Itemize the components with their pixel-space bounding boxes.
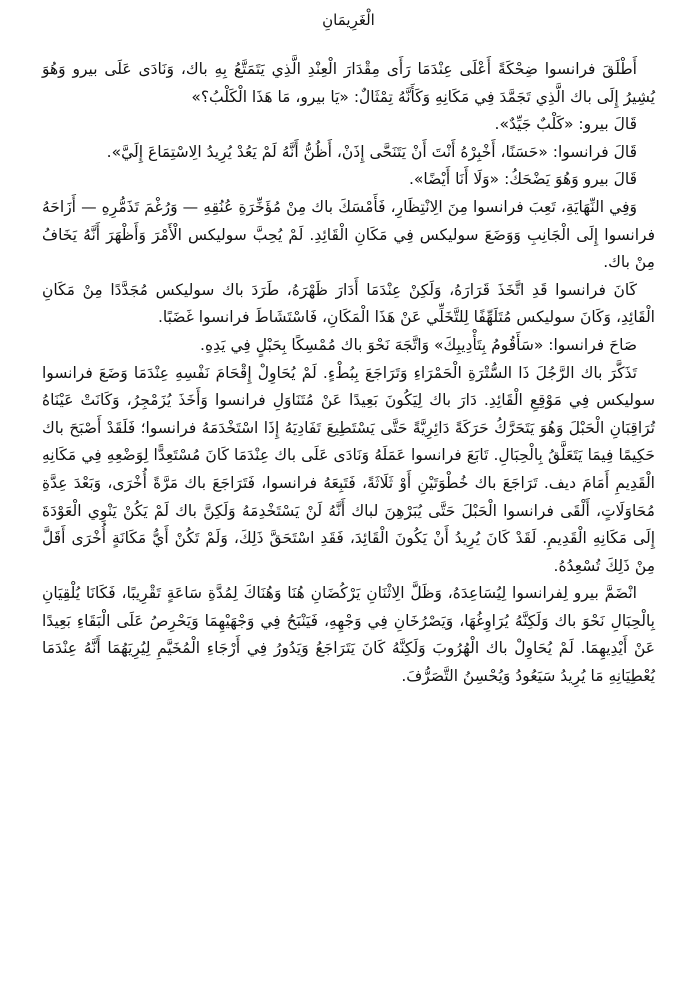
paragraph: كَانَ فرانسوا قَدِ اتَّخَذَ قَرَارَهُ، وَلَكِنْ عِنْدَمَا أَدَارَ ظَهْرَهُ، طَرَدَ باك سوليكس مُجَدَّدًا مِنْ مَكَانِ الْقَائِدِ، وَكَانَ سوليكس مُتَلَهِّفًا لِلتَّخَلِّي عَنْ هَذَا الْمَكَانِ، فَاسْتَشَاطَ فرانسوا غَضَبًا. [42,280,655,327]
paragraph: وَفِي النِّهَايَةِ، تَعِبَ فرانسوا مِنَ الِانْتِظَارِ، فَأَمْسَكَ باك مِنْ مُؤَخِّرَةِ عُنُقِهِ — وَرُغْمَ تَذَمُّرِهِ — أَزَاحَهُ فرانسوا إِلَى الْجَانِبِ وَوَضَعَ سوليكس فِي مَكَانِ الْقَائِدِ. لَمْ يُحِبَّ سوليكس الْأَمْرَ وَأَظْهَرَ أَنَّهُ يَخَافُ مِنْ باك. [42,197,655,272]
paragraph: قَالَ بيرو وَهُوَ يَضْحَكُ: «وَلَا أَنَا أَيْضًا». [408,170,637,189]
paragraph: صَاحَ فرانسوا: «سَأَقُومُ بِتَأْدِيبِكَ» وَاتَّجَهَ نَحْوَ باك مُمْسِكًا بِحَبْلٍ فِي يَدِهِ. [200,335,637,354]
paragraph: انْضَمَّ بيرو لِفرانسوا لِيُسَاعِدَهُ، وَظَلَّ الِاثْنَانِ يَرْكُضَانِ هُنَا وَهُنَاكَ لِمُدَّةِ سَاعَةٍ تَقْرِيبًا، فَكَانَا يُلْقِيَانِ بِالْحِبَالِ نَحْوَ باك وَلَكِنَّهُ يُرَاوِغُهَا، وَيَصْرُخَانِ فِي وَجْهِهِ، فَيَنْبَحُ فِي وَجْهَيْهِمَا وَيَحْرِصُ عَلَى الْبَقَاءِ بَعِيدًا عَنْ أَيْدِيهِمَا. لَمْ يُحَاوِلْ باك الْهُرُوبَ وَلَكِنَّهُ كَانَ يَتَرَاجَعُ وَيَدُورُ فِي أَرْجَاءِ الْمُخَيَّمِ لِيُرِيَهُمَا أَنَّهُ عِنْدَمَا يُعْطِيَانِهِ مَا يُرِيدُ سَيَعُودُ وَيُحْسِنُ التَّصَرُّفَ. [42,584,655,686]
body-text [42,56,655,691]
paragraph: أَطْلَقَ فرانسوا ضِحْكَةً أَعْلَى عِنْدَمَا رَأَى مِقْدَارَ الْعِنْدِ الَّذِي يَتَمَتَّعُ بِهِ باك، وَنَادَى عَلَى بيرو وَهُوَ يُشِيرُ إِلَى باك الَّذِي تَجَمَّدَ فِي مَكَانِهِ وَكَأَنَّهُ تِمْثَالٌ: «يَا بيرو، مَا هَذَا الْكَلْبُ؟» [42,60,655,106]
running-header: الْغَرِيمَانِ [322,11,375,29]
paragraph: قَالَ فرانسوا: «حَسَنًا، أَخْبِرْهُ أَنْتَ أَنْ يَتَنَحَّى إِذَنْ، أَظُنُّ أَنَّهُ لَمْ يَعُدْ يُرِيدُ الِاسْتِمَاعَ إِلَيَّ». [106,142,637,161]
paragraph: تَذَكَّرَ باك الرَّجُلَ ذَا السُّتْرَةِ الْحَمْرَاءِ وَتَرَاجَعَ بِبُطْءٍ. لَمْ يُحَاوِلْ إِقْحَامَ نَفْسِهِ عِنْدَمَا وَضَعَ فرانسوا سوليكس فِي مَوْقِعِ الْقَائِدِ. دَارَ باك لِيَكُونَ بَعِيدًا عَنْ مُتَنَاوَلِ فرانسوا وَأَخَذَ يُزَمْجِرُ، وَكَانَتْ عَيْنَاهُ تُرَاقِبَانِ الْحَبْلَ وَهُوَ يَتَحَرَّكُ حَرَكَةً دَائِرِيَّةً حَتَّى يَسْتَطِيعَ تَفَادِيَهُ إِذَا اسْتَخْدَمَهُ فرانسوا؛ فَلَقَدْ أَصْبَحَ باك حَكِيمًا فِيمَا يَتَعَلَّقُ بِالْحِبَالِ. تَابَعَ فرانسوا عَمَلَهُ وَنَادَى عَلَى باك عِنْدَمَا كَانَ مُسْتَعِدًّا لِوَضْعِهِ فِي مَكَانِهِ الْقَدِيمِ أَمَامَ ديف. تَرَاجَعَ باك خُطْوَتَيْنِ أَوْ ثَلَاثَةً، فَتَبِعَهُ فرانسوا، فَتَرَاجَعَ باك مَرَّةً أُخْرَى، وَبَعْدَ عِدَّةِ مُحَاوَلَاتٍ، أَلْقَى فرانسوا الْحَبْلَ حَتَّى يُبَرْهِنَ لباك أَنَّهُ لَنْ يَسْتَخْدِمَهُ وَلَكِنَّ باك لَمْ يَكُنْ يَنْوِي الْعَوْدَةَ إِلَى مَكَانِهِ الْقَدِيمِ. لَقَدْ كَانَ يُرِيدُ أَنْ يَكُونَ الْقَائِدَ، فَقَدِ اسْتَحَقَّ ذَلِكَ، وَلَمْ تَكُنْ أَيُّ مَكَانَةٍ أُخْرَى أَقَلَّ مِنْ ذَلِكَ تُسْعِدُهُ. [42,363,655,575]
paragraph: قَالَ بيرو: «كَلْبٌ جَيِّدٌ». [494,115,637,134]
